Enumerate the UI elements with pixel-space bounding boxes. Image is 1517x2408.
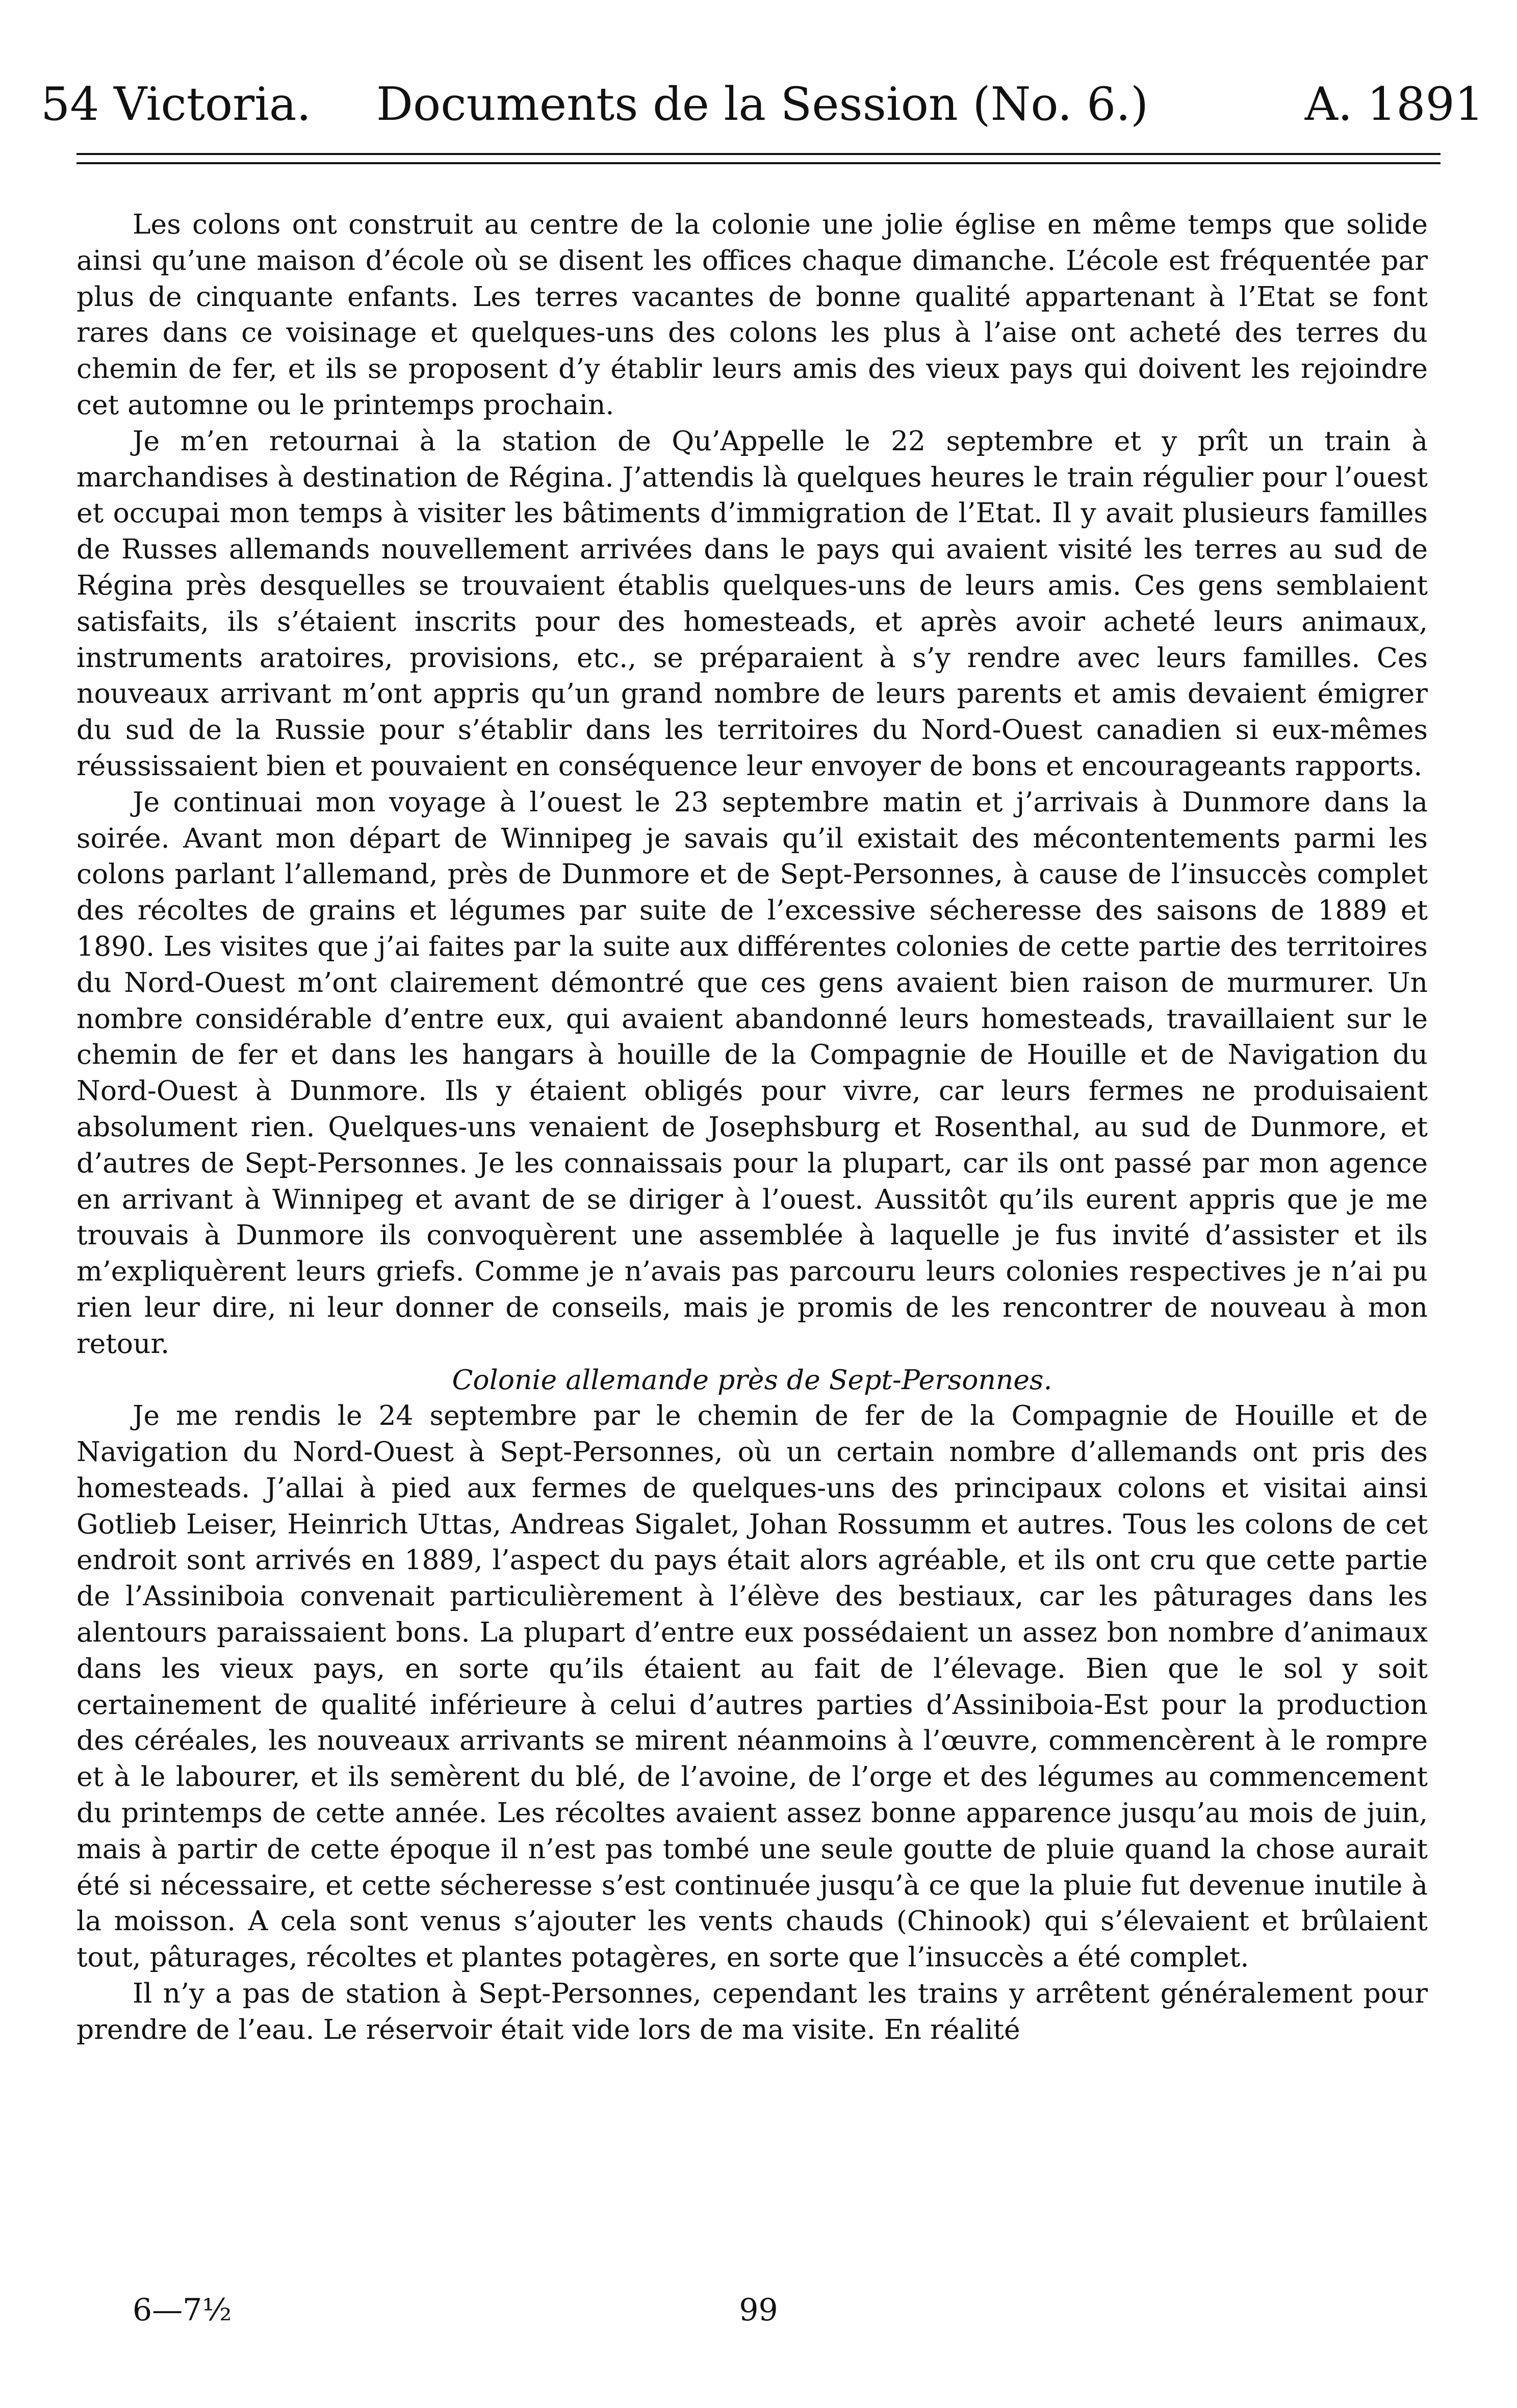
page-number: 99: [739, 2292, 778, 2328]
page-footer: [0, 2290, 1517, 2336]
paragraph: Je me rendis le 24 septembre par le chemin de fer de la Compagnie de Houille et de Navigation du Nord-Ouest à Sept-Personnes, où un certain nombre d’allemands ont pris des homesteads. J’allai à pied aux fermes de quelques-uns des principaux colons et visitai ainsi Gotlieb Leiser, Heinrich Uttas, Andreas Sigalet, Johan Rossumm et autres. Tous les colons de cet endroit sont arrivés en 1889, l’aspect du pays était alors agréable, et ils ont cru que cette partie de l’Assiniboia convenait particulièrement à l’élève des bestiaux, car les pâturages dans les alentours paraissaient bons. La plupart d’entre eux possédaient un assez bon nombre d’animaux dans les vieux pays, en sorte qu’ils étaient au fait de l’élevage. Bien que le sol y soit certainement de qualité inférieure à celui d’autres parties d’Assiniboia-Est pour la production des céréales, les nouveaux arrivants se mirent néanmoins à l’œuvre, commencèrent à le rompre et à le labourer, et ils semèrent du blé, de l’avoine, de l’orge et des légumes au commencement du printemps de cette année. Les récoltes avaient assez bonne apparence jusqu’au mois de juin, mais à partir de cette époque il n’est pas tombé une seule goutte de pluie quand la chose aurait été si nécessaire, et cette sécheresse s’est continuée jusqu’à ce que la pluie fut devenue inutile à la moisson. A cela sont venus s’ajouter les vents chauds (Chinook) qui s’élevaient et brûlaient tout, pâturages, récoltes et plantes potagères, en sorte que l’insuccès a été complet.: [76, 1399, 1428, 1974]
header-session-year: 54 Victoria.: [41, 78, 312, 131]
paragraph: Les colons ont construit au centre de la colonie une jolie église en même temps que solide ainsi qu’une maison d’école où se disent les offices chaque dimanche. L’école est fréquentée par plus de cinquante enfants. Les terres vacantes de bonne qualité appartenant à l’Etat se font rares dans ce voisinage et quelques-uns des colons les plus à l’aise ont acheté des terres du chemin de fer, et ils se proposent d’y établir leurs amis des vieux pays qui doivent les rejoindre cet automne ou le printemps prochain.: [76, 208, 1428, 421]
page-header: [41, 76, 1484, 143]
header-document-title: Documents de la Session (No. 6.): [376, 78, 1149, 131]
header-year: A. 1891: [1304, 78, 1484, 131]
header-rule-bottom: [76, 162, 1441, 164]
section-heading: Colonie allemande près de Sept-Personnes.: [452, 1363, 1052, 1396]
signature-mark: 6—7½: [133, 2292, 232, 2328]
paragraph: Il n’y a pas de station à Sept-Personnes, cependant les trains y arrêtent généralement pour prendre de l’eau. Le réservoir était vide lors de ma visite. En réalité: [76, 1977, 1428, 2045]
header-rule-top: [76, 153, 1441, 155]
paragraph: Je continuai mon voyage à l’ouest le 23 septembre matin et j’arrivais à Dunmore dans la soirée. Avant mon départ de Winnipeg je savais qu’il existait des mécontentements parmi les colons parlant l’allemand, près de Dunmore et de Sept-Personnes, à cause de l’insuccès complet des récoltes de grains et légumes par suite de l’excessive sécheresse des saisons de 1889 et 1890. Les visites que j’ai faites par la suite aux différentes colonies de cette partie des territoires du Nord-Ouest m’ont clairement démontré que ces gens avaient bien raison de murmurer. Un nombre considérable d’entre eux, qui avaient abandonné leurs homesteads, travaillaient sur le chemin de fer et dans les hangars à houille de la Compagnie de Houille et de Navigation du Nord-Ouest à Dunmore. Ils y étaient obligés pour vivre, car leurs fermes ne produisaient absolument rien. Quelques-uns venaient de Josephsburg et Rosenthal, au sud de Dunmore, et d’autres de Sept-Personnes. Je les connaissais pour la plupart, car ils ont passé par mon agence en arrivant à Winnipeg et avant de se diriger à l’ouest. Aussitôt qu’ils eurent appris que je me trouvais à Dunmore ils convoquèrent une assemblée à laquelle je fus invité d’assister et ils m’expliquèrent leurs griefs. Comme je n’avais pas parcouru leurs colonies respectives je n’ai pu rien leur dire, ni leur donner de conseils, mais je promis de les rencontrer de nouveau à mon retour.: [76, 785, 1428, 1360]
paragraph: Je m’en retournai à la station de Qu’Appelle le 22 septembre et y prît un train à marchandises à destination de Régina. J’attendis là quelques heures le train régulier pour l’ouest et occupai mon temps à visiter les bâtiments d’immigration de l’Etat. Il y avait plusieurs familles de Russes allemands nouvellement arrivées dans le pays qui avaient visité les terres au sud de Régina près desquelles se trouvaient établis quelques-uns de leurs amis. Ces gens semblaient satisfaits, ils s’étaient inscrits pour des homesteads, et après avoir acheté leurs animaux, instruments aratoires, provisions, etc., se préparaient à s’y rendre avec leurs familles. Ces nouveaux arrivant m’ont appris qu’un grand nombre de leurs parents et amis devaient émigrer du sud de la Russie pour s’établir dans les territoires du Nord-Ouest canadien si eux-mêmes réussissaient bien et pouvaient en conséquence leur envoyer de bons et encourageants rapports.: [76, 424, 1428, 782]
body-text: [76, 207, 1428, 2048]
